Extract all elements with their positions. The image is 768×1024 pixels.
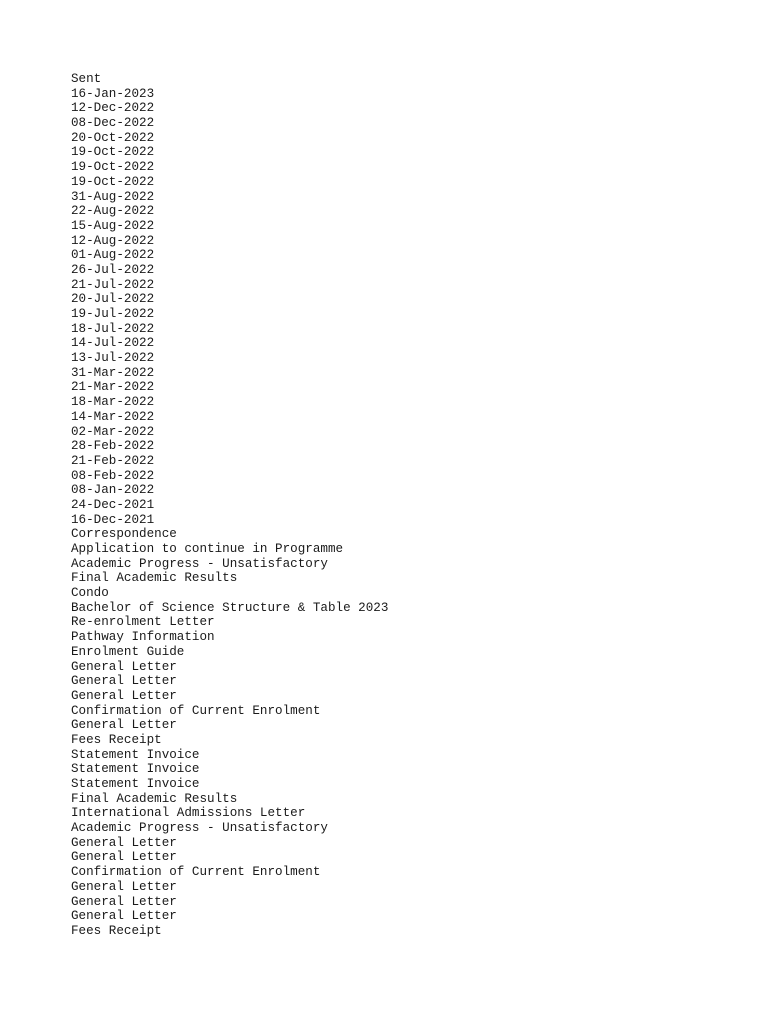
correspondence-item: Final Academic Results xyxy=(71,571,238,586)
sent-date: 24-Dec-2021 xyxy=(71,497,155,512)
sent-date: 13-Jul-2022 xyxy=(71,351,155,366)
correspondence-item: General Letter xyxy=(71,674,177,689)
correspondence-item: Statement Invoice xyxy=(71,762,200,777)
correspondence-item: General Letter xyxy=(71,850,177,865)
sent-date: 02-Mar-2022 xyxy=(71,424,155,439)
sent-date: 18-Mar-2022 xyxy=(71,395,155,410)
correspondence-item: Re-enrolment Letter xyxy=(71,615,215,630)
sent-date: 14-Mar-2022 xyxy=(71,409,155,424)
correspondence-item: Fees Receipt xyxy=(71,732,162,747)
sent-date: 14-Jul-2022 xyxy=(71,336,155,351)
sent-date-list xyxy=(71,87,388,528)
sent-date: 20-Jul-2022 xyxy=(71,292,155,307)
correspondence-item: Condo xyxy=(71,586,109,601)
correspondence-item: Statement Invoice xyxy=(71,777,200,791)
correspondence-item: Pathway Information xyxy=(71,630,215,645)
sent-date: 19-Oct-2022 xyxy=(71,145,155,160)
correspondence-list xyxy=(71,542,388,939)
sent-date: 19-Oct-2022 xyxy=(71,160,155,175)
sent-date: 22-Aug-2022 xyxy=(71,204,155,219)
sent-date: 20-Oct-2022 xyxy=(71,130,155,145)
correspondence-item: Enrolment Guide xyxy=(71,644,185,659)
correspondence-item: Academic Progress - Unsatisfactory xyxy=(71,821,328,836)
sent-date: 12-Dec-2022 xyxy=(71,101,155,116)
correspondence-item: Final Academic Results xyxy=(71,791,238,806)
correspondence-item: General Letter xyxy=(71,894,177,909)
correspondence-item: Confirmation of Current Enrolment xyxy=(71,865,321,880)
sent-date: 19-Jul-2022 xyxy=(71,307,155,321)
correspondence-item: General Letter xyxy=(71,835,177,850)
correspondence-item: Bachelor of Science Structure & Table 2023 xyxy=(71,600,389,615)
sent-date: 28-Feb-2022 xyxy=(71,439,155,454)
correspondence-heading: Correspondence xyxy=(71,527,177,542)
sent-date: 19-Oct-2022 xyxy=(71,174,155,189)
correspondence-item: Confirmation of Current Enrolment xyxy=(71,703,321,718)
correspondence-item: General Letter xyxy=(71,879,177,894)
sent-date: 21-Jul-2022 xyxy=(71,277,155,292)
sent-heading: Sent xyxy=(71,72,102,86)
correspondence-item: Academic Progress - Unsatisfactory xyxy=(71,556,328,571)
correspondence-item: International Admissions Letter xyxy=(71,806,306,821)
correspondence-item: General Letter xyxy=(71,659,177,674)
correspondence-item: Application to continue in Programme xyxy=(71,542,344,556)
sent-date: 21-Mar-2022 xyxy=(71,380,155,395)
sent-date: 16-Dec-2021 xyxy=(71,512,155,527)
correspondence-item: Fees Receipt xyxy=(71,923,162,938)
sent-date: 12-Aug-2022 xyxy=(71,233,155,248)
correspondence-item: General Letter xyxy=(71,909,177,924)
sent-date: 31-Mar-2022 xyxy=(71,365,155,380)
document-body xyxy=(71,72,388,939)
correspondence-item: General Letter xyxy=(71,688,177,703)
sent-date: 08-Dec-2022 xyxy=(71,116,155,131)
sent-date: 18-Jul-2022 xyxy=(71,321,155,336)
sent-date: 01-Aug-2022 xyxy=(71,248,155,263)
sent-date: 16-Jan-2023 xyxy=(71,86,155,101)
sent-date: 31-Aug-2022 xyxy=(71,189,155,204)
correspondence-item: General Letter xyxy=(71,718,177,733)
sent-date: 08-Jan-2022 xyxy=(71,483,155,498)
sent-date: 21-Feb-2022 xyxy=(71,453,155,468)
sent-date: 08-Feb-2022 xyxy=(71,468,155,483)
sent-date: 15-Aug-2022 xyxy=(71,218,155,233)
sent-date: 26-Jul-2022 xyxy=(71,262,155,277)
correspondence-item: Statement Invoice xyxy=(71,747,200,762)
